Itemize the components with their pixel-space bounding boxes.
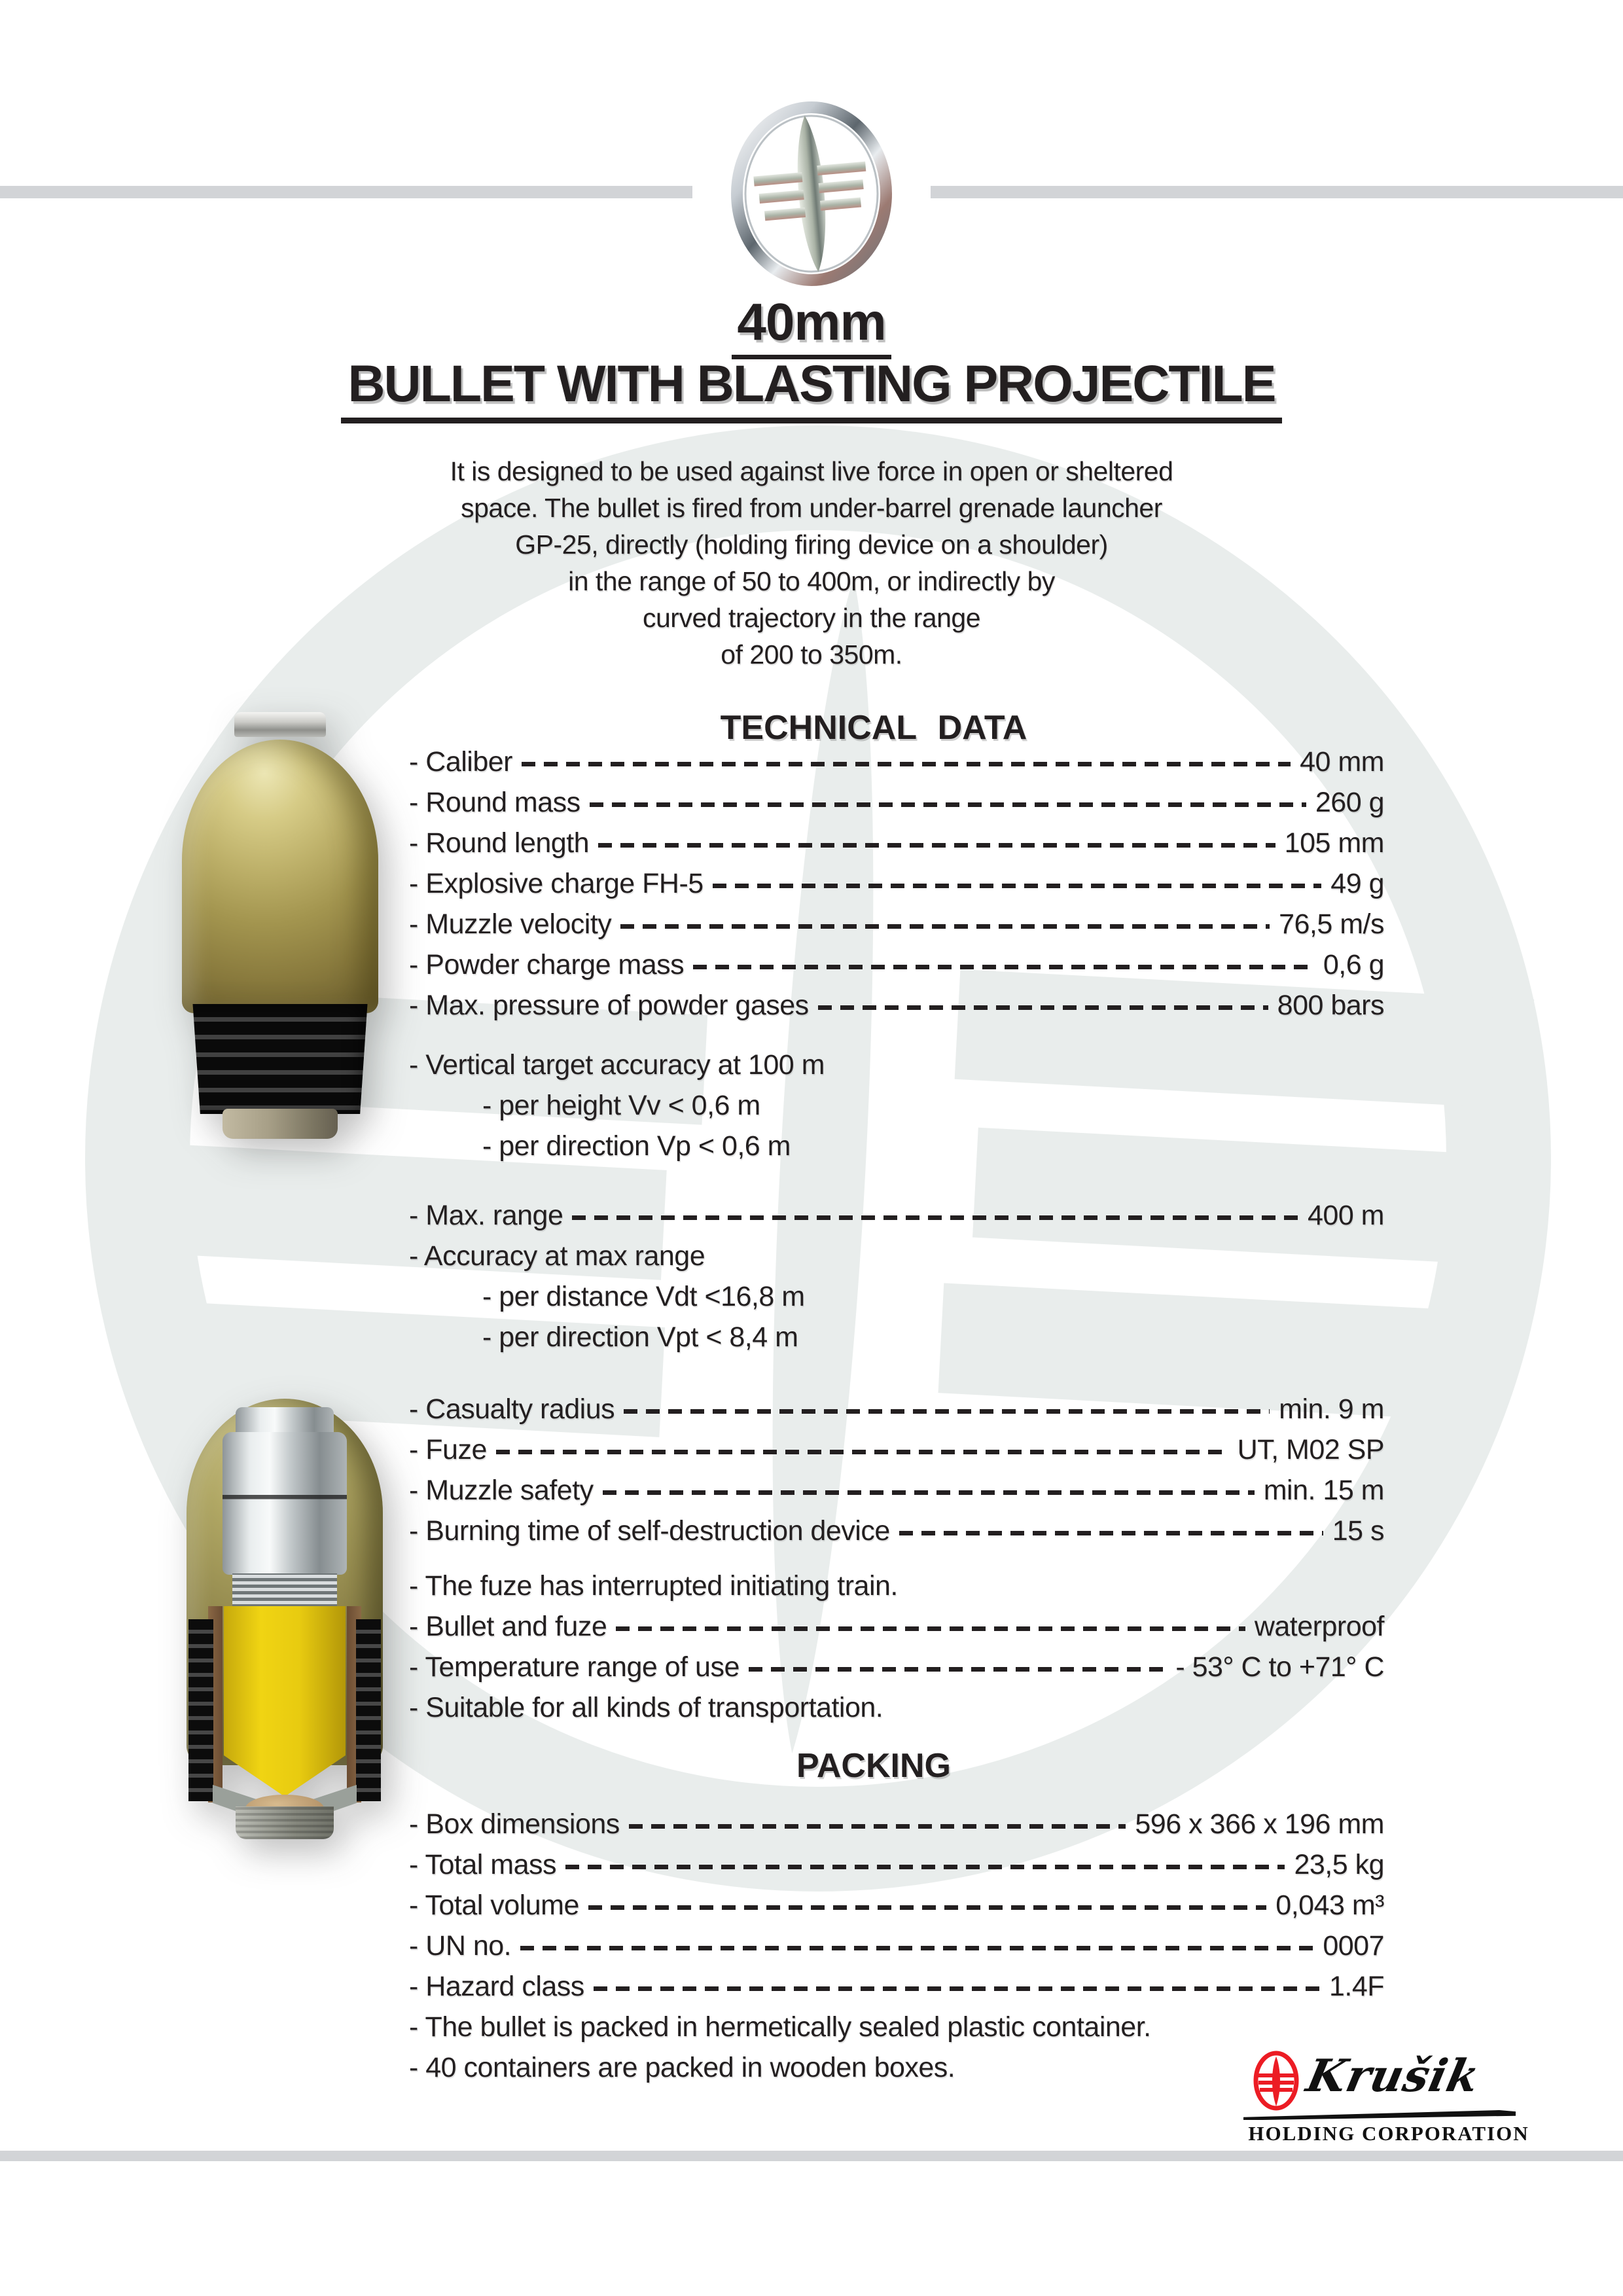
leader-line	[713, 884, 1322, 888]
spec-row	[409, 1844, 1384, 1885]
spec-value: 15 s	[1332, 1515, 1384, 1547]
spec-value: 400 m	[1307, 1199, 1384, 1231]
projectile-base	[223, 1109, 338, 1139]
cutaway-photo	[183, 1363, 386, 1842]
cutaway-ribs	[356, 1619, 381, 1801]
spec-group-range	[409, 1195, 1384, 1357]
leader-line	[818, 1005, 1268, 1010]
spec-label: - Muzzle velocity	[409, 908, 612, 940]
cutaway-threads	[232, 1573, 337, 1607]
spec-group-ballistics	[409, 742, 1384, 1026]
spec-label: - The fuze has interrupted initiating train.	[409, 1570, 898, 1602]
leader-line	[590, 802, 1306, 807]
leader-line	[565, 1865, 1285, 1869]
spec-label: - Round mass	[409, 786, 580, 818]
leader-line	[629, 1824, 1126, 1829]
description-line: of 200 to 350m.	[721, 639, 902, 670]
spec-label: - Accuracy at max range	[409, 1240, 705, 1272]
spec-group-fuze	[409, 1389, 1384, 1551]
spec-row	[409, 1085, 1384, 1126]
spec-value: 0007	[1323, 1929, 1384, 1962]
page-title-caliber: 40mm	[732, 292, 891, 359]
spec-row	[409, 904, 1384, 944]
spec-row	[409, 823, 1384, 863]
leader-line	[620, 924, 1270, 929]
leader-line	[616, 1626, 1245, 1631]
spec-label: - Max. pressure of powder gases	[409, 989, 809, 1021]
spec-label: - UN no.	[409, 1929, 512, 1962]
spec-row	[409, 782, 1384, 823]
spec-label: - per height Vv < 0,6 m	[482, 1089, 760, 1121]
cutaway-ribs	[188, 1619, 213, 1801]
spec-value: 0,043 m³	[1275, 1889, 1384, 1921]
spec-label: - Total volume	[409, 1889, 579, 1921]
spec-group-accuracy-100m	[409, 1045, 1384, 1166]
spec-label: - The bullet is packed in hermetically sealed plastic container.	[409, 2011, 1151, 2043]
spec-row	[409, 1566, 1384, 1606]
leader-line	[522, 762, 1291, 766]
spec-row	[409, 2007, 1384, 2047]
spec-label: - Box dimensions	[409, 1808, 620, 1840]
spec-label: - Powder charge mass	[409, 948, 685, 980]
spec-row	[409, 1606, 1384, 1647]
spec-label: - Muzzle safety	[409, 1474, 594, 1506]
spec-label: - per distance Vdt <16,8 m	[482, 1280, 805, 1312]
spec-value: 596 x 366 x 196 mm	[1135, 1808, 1384, 1840]
spec-value: UT, M02 SP	[1237, 1433, 1384, 1465]
spec-group-packing	[409, 1804, 1384, 2088]
spec-value: 105 mm	[1284, 827, 1384, 859]
spec-value: 800 bars	[1277, 989, 1384, 1021]
spec-label: - Round length	[409, 827, 590, 859]
spec-row	[409, 1195, 1384, 1236]
spec-value: - 53° C to +71° C	[1175, 1651, 1384, 1683]
spec-row	[409, 1687, 1384, 1728]
spec-value: 0,6 g	[1323, 948, 1384, 980]
projectile-photo	[175, 702, 385, 1139]
description-line: space. The bullet is fired from under-barrel grenade launcher	[461, 493, 1162, 523]
leader-line	[520, 1946, 1313, 1950]
spec-row	[409, 1804, 1384, 1844]
spec-value: 49 g	[1330, 867, 1384, 899]
spec-row	[409, 1126, 1384, 1166]
spec-label: - Total mass	[409, 1848, 556, 1880]
leader-line	[603, 1490, 1255, 1495]
section-heading-technical-data: TECHNICAL DATA	[720, 709, 1027, 747]
spec-label: - Burning time of self-destruction device	[409, 1515, 890, 1547]
description-line: curved trajectory in the range	[643, 603, 980, 633]
spec-label: - Caliber	[409, 745, 512, 778]
spec-row	[409, 985, 1384, 1026]
spec-row	[409, 1470, 1384, 1511]
spec-label: - per direction Vp < 0,6 m	[482, 1130, 791, 1162]
spec-row	[409, 1236, 1384, 1276]
spec-row	[409, 1966, 1384, 2007]
spec-row	[409, 742, 1384, 782]
product-description	[0, 453, 1623, 673]
cutaway-fuze	[223, 1432, 347, 1575]
spec-label: - 40 containers are packed in wooden boxes.	[409, 2051, 955, 2083]
footer-brand	[1241, 2049, 1537, 2147]
leader-line	[749, 1667, 1166, 1672]
spec-label: - Fuze	[409, 1433, 487, 1465]
spec-row	[409, 1389, 1384, 1429]
cutaway-fuze-cap	[236, 1407, 334, 1433]
leader-line	[624, 1409, 1270, 1414]
leader-line	[594, 1986, 1320, 1991]
spec-value: 1.4F	[1329, 1970, 1384, 2002]
spec-value: 40 mm	[1300, 745, 1384, 778]
leader-line	[598, 843, 1275, 848]
brand-subtitle: HOLDING CORPORATION	[1248, 2122, 1529, 2145]
spec-row	[409, 863, 1384, 904]
spec-group-other	[409, 1566, 1384, 1728]
company-logo-icon	[722, 98, 901, 289]
bottom-divider-bar	[0, 2151, 1623, 2161]
description-line: It is designed to be used against live force in open or sheltered	[450, 456, 1173, 486]
page-title-product: BULLET WITH BLASTING PROJECTILE	[341, 353, 1281, 423]
spec-value: min. 9 m	[1279, 1393, 1384, 1425]
spec-row	[409, 1647, 1384, 1687]
spec-value: 76,5 m/s	[1279, 908, 1384, 940]
spec-row	[409, 1045, 1384, 1085]
spec-label: - Temperature range of use	[409, 1651, 740, 1683]
spec-row	[409, 1429, 1384, 1470]
spec-label: - Casualty radius	[409, 1393, 615, 1425]
leader-line	[588, 1905, 1266, 1910]
cutaway-explosive-filling	[224, 1606, 346, 1803]
spec-row	[409, 1511, 1384, 1551]
spec-label: - Bullet and fuze	[409, 1610, 607, 1642]
leader-line	[572, 1215, 1298, 1220]
cutaway-base-cup	[236, 1806, 334, 1839]
spec-label: - per direction Vpt < 8,4 m	[482, 1321, 798, 1353]
spec-row	[409, 944, 1384, 985]
description-line: GP-25, directly (holding firing device on a shoulder)	[515, 529, 1108, 560]
spec-value: min. 15 m	[1263, 1474, 1384, 1506]
spec-label: - Max. range	[409, 1199, 563, 1231]
spec-label: - Explosive charge FH-5	[409, 867, 704, 899]
description-line: in the range of 50 to 400m, or indirectly by	[568, 566, 1055, 596]
spec-label: - Vertical target accuracy at 100 m	[409, 1049, 825, 1081]
spec-row	[409, 1276, 1384, 1317]
brand-name: Krušik	[1302, 2050, 1485, 2102]
spec-row	[409, 1885, 1384, 1926]
leader-line	[899, 1531, 1323, 1535]
spec-label: - Suitable for all kinds of transportation.	[409, 1691, 883, 1723]
spec-row	[409, 1926, 1384, 1966]
section-heading-packing: PACKING	[796, 1747, 951, 1785]
spec-label: - Hazard class	[409, 1970, 584, 2002]
spec-row	[409, 1317, 1384, 1357]
projectile-ribs	[187, 1004, 373, 1114]
spec-value: waterproof	[1254, 1610, 1384, 1642]
spec-value: 260 g	[1315, 786, 1384, 818]
krusik-emblem-icon	[1250, 2049, 1304, 2113]
leader-line	[693, 965, 1314, 969]
spec-value: 23,5 kg	[1294, 1848, 1384, 1880]
company-logo	[692, 93, 931, 295]
projectile-body	[182, 740, 378, 1013]
spec-row	[409, 2047, 1384, 2088]
leader-line	[496, 1450, 1228, 1454]
